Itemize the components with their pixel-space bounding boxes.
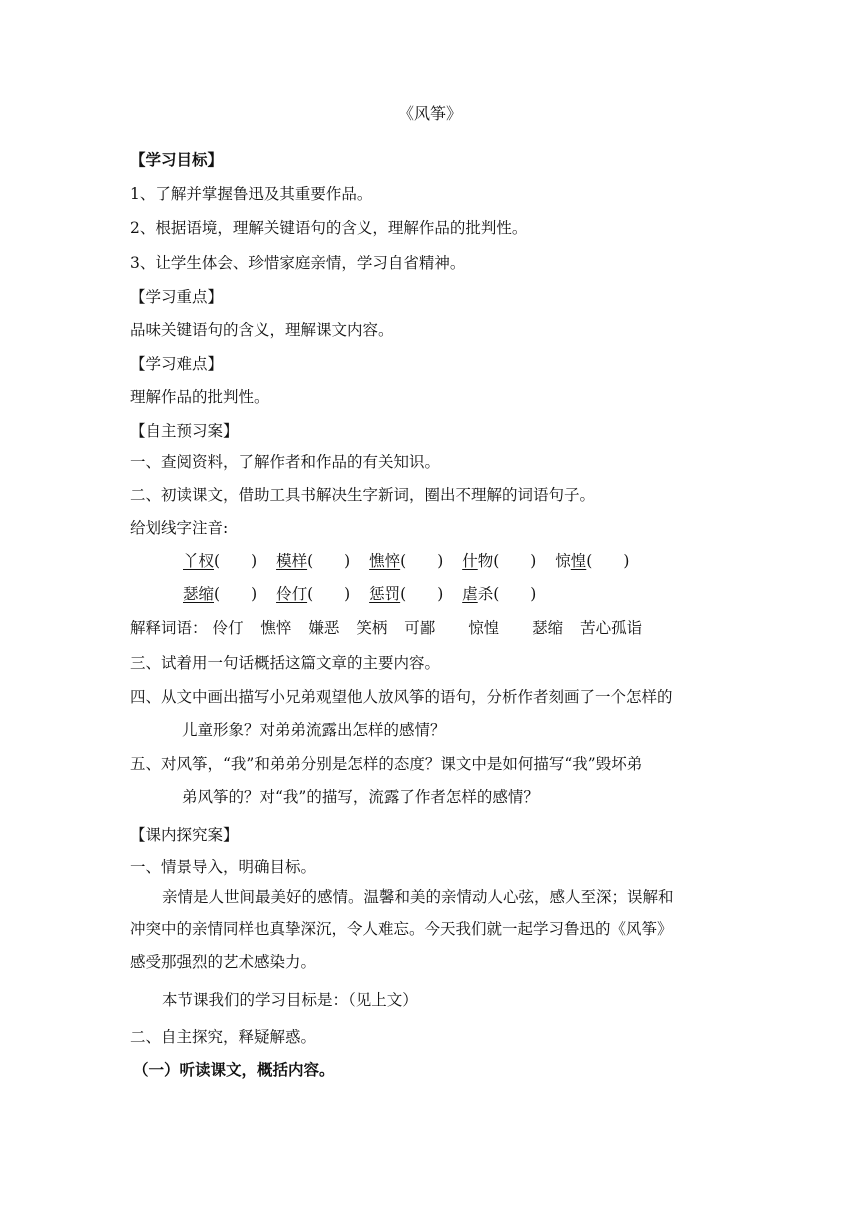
- inclass-para-1-line1: 亲情是人世间最美好的感情。温馨和美的亲情动人心弦，感人至深；误解和: [162, 888, 674, 906]
- vocab-word: 惊惶: [468, 619, 500, 637]
- pinyin-word: 憔悴( ): [369, 552, 444, 570]
- preview-q3: 三、试着用一句话概括这篇文章的主要内容。: [130, 654, 441, 672]
- vocab-line: [130, 618, 642, 638]
- pinyin-label: 给划线字注音:: [130, 519, 229, 537]
- preview-q1: 一、查阅资料，了解作者和作品的有关知识。: [130, 453, 441, 471]
- keypoint-heading: 【学习重点】: [130, 288, 224, 306]
- vocab-word: 憔悴: [260, 619, 292, 637]
- preview-heading: 【自主预习案】: [130, 422, 239, 440]
- inclass-heading: 【课内探究案】: [130, 826, 239, 844]
- pinyin-word: 什物( ): [462, 552, 537, 570]
- goal-item-3: 3、让学生体会、珍惜家庭亲情，学习自省精神。: [130, 254, 466, 272]
- pinyin-word: 虐杀( ): [462, 585, 537, 603]
- preview-q4-line1: 四、从文中画出描写小兄弟观望他人放风筝的语句，分析作者刻画了一个怎样的: [130, 688, 673, 706]
- vocab-word: 苦心孤诣: [580, 619, 643, 637]
- pinyin-row-2: [183, 584, 536, 604]
- inclass-para-1-line3: 感受那强烈的艺术感染力。: [130, 953, 317, 971]
- doc-title: 《风筝》: [397, 104, 462, 123]
- pinyin-word: 惊惶( ): [555, 552, 630, 570]
- pinyin-word: 惩罚( ): [369, 585, 444, 603]
- inclass-section-2: 二、自主探究，释疑解惑。: [130, 1028, 317, 1046]
- preview-q2: 二、初读课文，借助工具书解决生字新词，圈出不理解的词语句子。: [130, 486, 596, 504]
- goal-item-2: 2、根据语境，理解关键语句的含义，理解作品的批判性。: [130, 219, 528, 237]
- goals-heading: 【学习目标】: [130, 150, 224, 169]
- pinyin-row-1: [183, 551, 629, 571]
- vocab-word: 瑟缩: [532, 619, 564, 637]
- pinyin-word: 丫杈( ): [183, 552, 258, 570]
- vocab-word: 伶仃: [212, 619, 244, 637]
- pinyin-word: 瑟缩( ): [183, 585, 258, 603]
- vocab-word: 嫌恶: [308, 619, 340, 637]
- inclass-para-1-line2: 冲突中的亲情同样也真挚深沉，令人难忘。今天我们就一起学习鲁迅的《风筝》: [130, 920, 673, 938]
- vocab-word: 笑柄: [356, 619, 388, 637]
- preview-q4-line2: 儿童形象？对弟弟流露出怎样的感情？: [182, 721, 446, 739]
- keypoint-text: 品味关键语句的含义，理解课文内容。: [130, 321, 394, 339]
- vocab-label: 解释词语：: [130, 619, 208, 637]
- goal-item-1: 1、了解并掌握鲁迅及其重要作品。: [130, 185, 373, 203]
- inclass-section-1: 一、情景导入，明确目标。: [130, 858, 317, 876]
- inclass-subsection-1: （一）听读课文，概括内容。: [133, 1060, 335, 1079]
- preview-q5-line2: 弟风筝的？对“我”的描写，流露了作者怎样的感情？: [182, 788, 539, 806]
- difficulty-heading: 【学习难点】: [130, 355, 224, 373]
- preview-q5-line1: 五、对风筝，“我”和弟弟分别是怎样的态度？课文中是如何描写“我”毁坏弟: [130, 755, 643, 773]
- pinyin-word: 伶仃( ): [276, 585, 351, 603]
- vocab-word: 可鄙: [404, 619, 436, 637]
- pinyin-word: 模样( ): [276, 552, 351, 570]
- inclass-para-2: 本节课我们的学习目标是：（见上文）: [162, 991, 418, 1009]
- difficulty-text: 理解作品的批判性。: [130, 388, 270, 406]
